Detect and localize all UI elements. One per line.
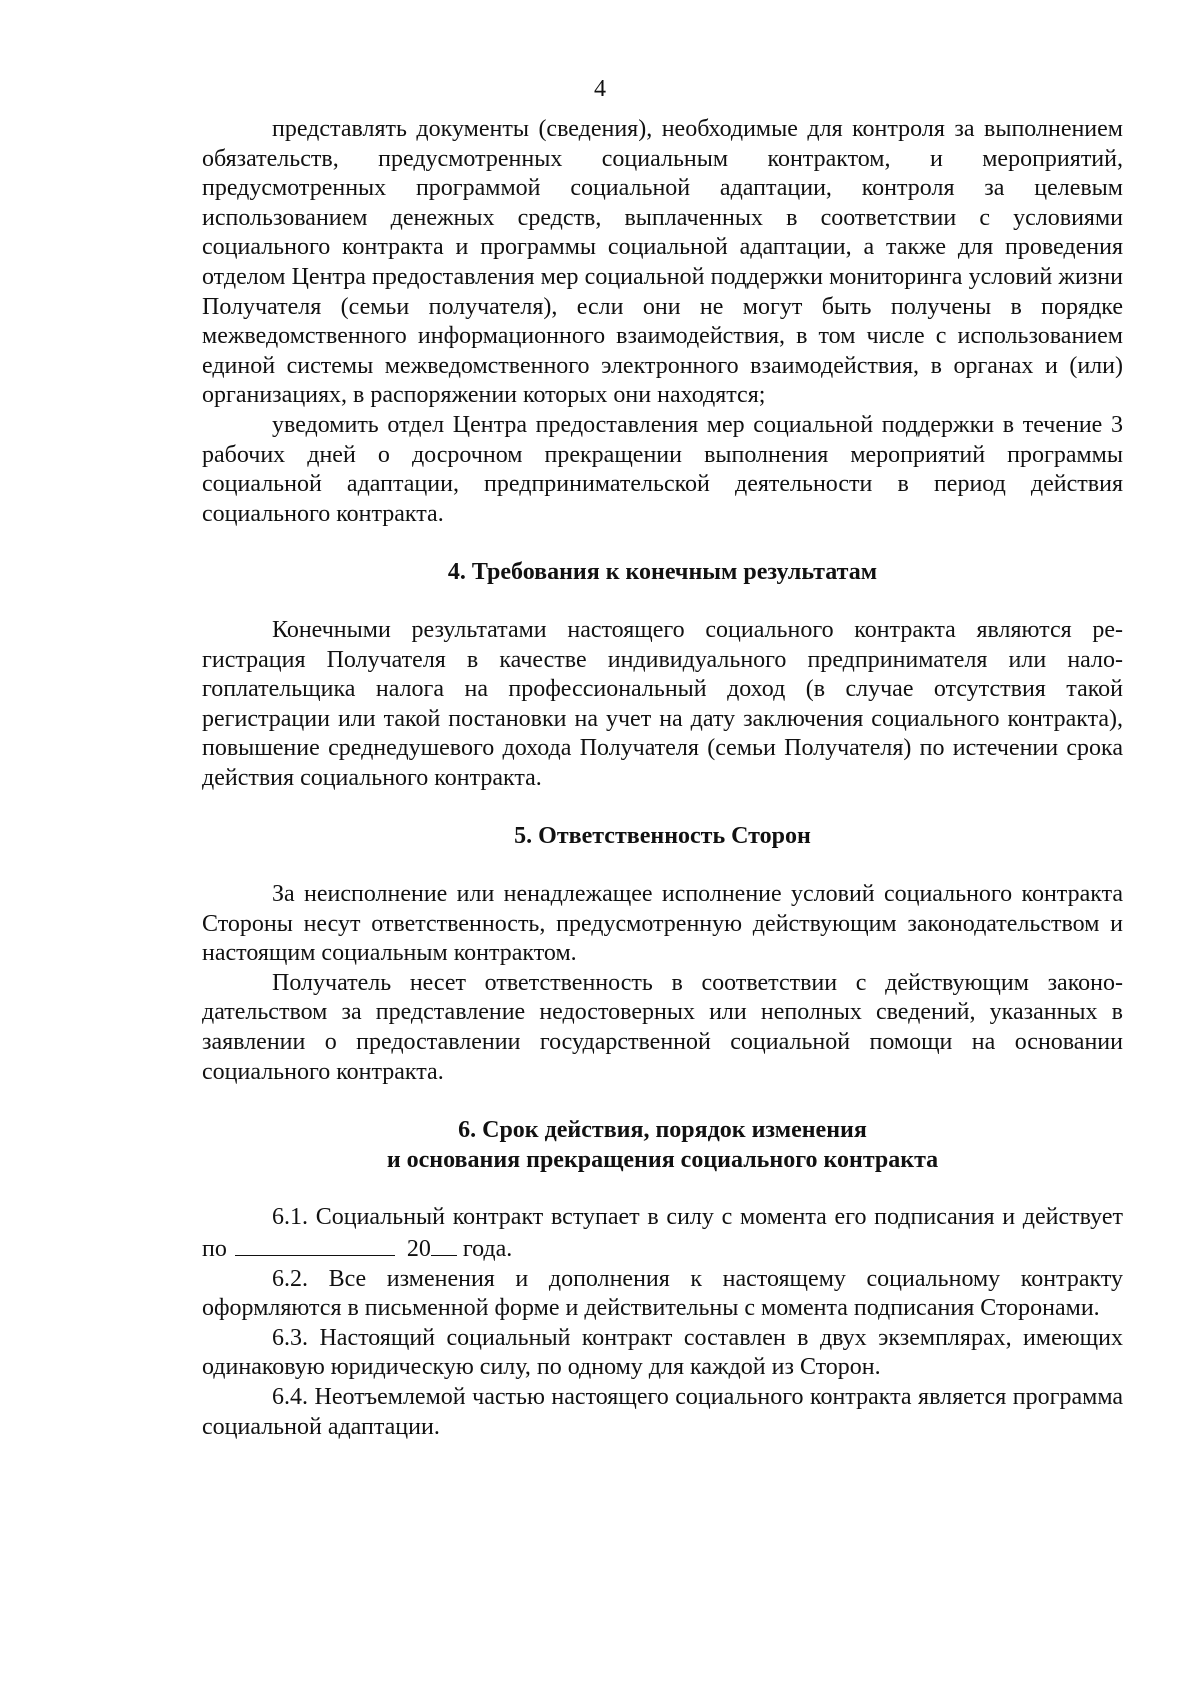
page-number: 4 <box>594 76 606 102</box>
spacer <box>202 852 1123 880</box>
section-6-paragraph-6-3: 6.3. Настоящий социальный контракт составлен в двух экземплярах, имеющих одинаковую юридическую силу, по одному для каждой из Сторон. <box>202 1324 1123 1381</box>
spacer <box>202 588 1123 616</box>
paragraph-documents-obligation: представлять документы (сведения), необходимые для контроля за выполнением обязательств, предусмотренных социальным контрактом, и мероприятий, предусмотренных программой социальной адаптации, контроля за целевым использованием денежных средств, выплаченных в соответствии с условиями социального контракта и программы социальной адаптации, а также для проведения отделом Центра предоставления мер социальной поддержки мониторинга условий жизни Получателя (семьи получателя), если они не могут быть получены в порядке межведомственного информационного взаимодействия, в том числе с использованием единой системы межведомственного электронного взаимодействия, в органах и (или) организациях, в распоряжении которых они находятся; <box>202 116 1123 409</box>
section-6-paragraph-6-2: 6.2. Все изменения и дополнения к настоящему социальному контракту оформляются в письменной форме и действительны с момента подписания Сторонами. <box>202 1265 1123 1322</box>
spacer <box>202 1087 1123 1116</box>
date-blank-line <box>235 1233 395 1256</box>
section-5-heading: 5. Ответственность Сторон <box>514 823 811 850</box>
year-suffix: года. <box>462 1236 513 1262</box>
paragraph-notify-obligation: уведомить отдел Центра предоставления мер социальной поддержки в течение 3 рабочих дней о досрочном прекращении выполнения мероприятий программы социальной адаптации, предпринимательской деятельности в период действия социального контракта. <box>202 411 1123 527</box>
section-5-paragraph-recipient: Получатель несет ответственность в соответствии с действующим законодательством за представление недостоверных или неполных сведений, указанных в заявлении о предоставлении государственной социальной помощи на основании социального контракта. <box>202 969 1123 1085</box>
document-body <box>202 115 1123 1442</box>
year-blank-line <box>431 1233 457 1256</box>
spacer <box>202 1175 1123 1203</box>
clause-6-1-text: 6.1. Социальный контракт вступает в силу с момента его подписания и действует по <box>202 1204 1123 1262</box>
spacer <box>202 529 1123 558</box>
spacer <box>202 793 1123 822</box>
section-6-paragraph-6-1 <box>202 1203 1123 1264</box>
year-prefix: 20 <box>406 1236 431 1262</box>
section-6-heading-line-1: 6. Срок действия, порядок изменения <box>458 1117 867 1144</box>
section-4-paragraph: Конечными результатами настоящего социального контракта являются регистрация Получателя в качестве индивидуального предпринимателя или налогоплательщика налога на профессиональный доход (в случае отсутствия такой регистрации или такой постановки на учет на дату заключения социального контракта), повышение среднедушевого дохода Получателя (семьи Получателя) по истечении срока действия социального контракта. <box>202 616 1123 791</box>
section-5-paragraph-liability: За неисполнение или ненадлежащее исполнение условий социального контракта Стороны несут ответственность, предусмотренную действующим законодательством и настоящим социальным контрактом. <box>202 881 1123 967</box>
section-6-heading-line-2: и основания прекращения социального контракта <box>386 1146 939 1173</box>
section-6-paragraph-6-4: 6.4. Неотъемлемой частью настоящего социального контракта является программа социальной адаптации. <box>202 1383 1123 1440</box>
section-4-heading: 4. Требования к конечным результатам <box>447 559 878 586</box>
